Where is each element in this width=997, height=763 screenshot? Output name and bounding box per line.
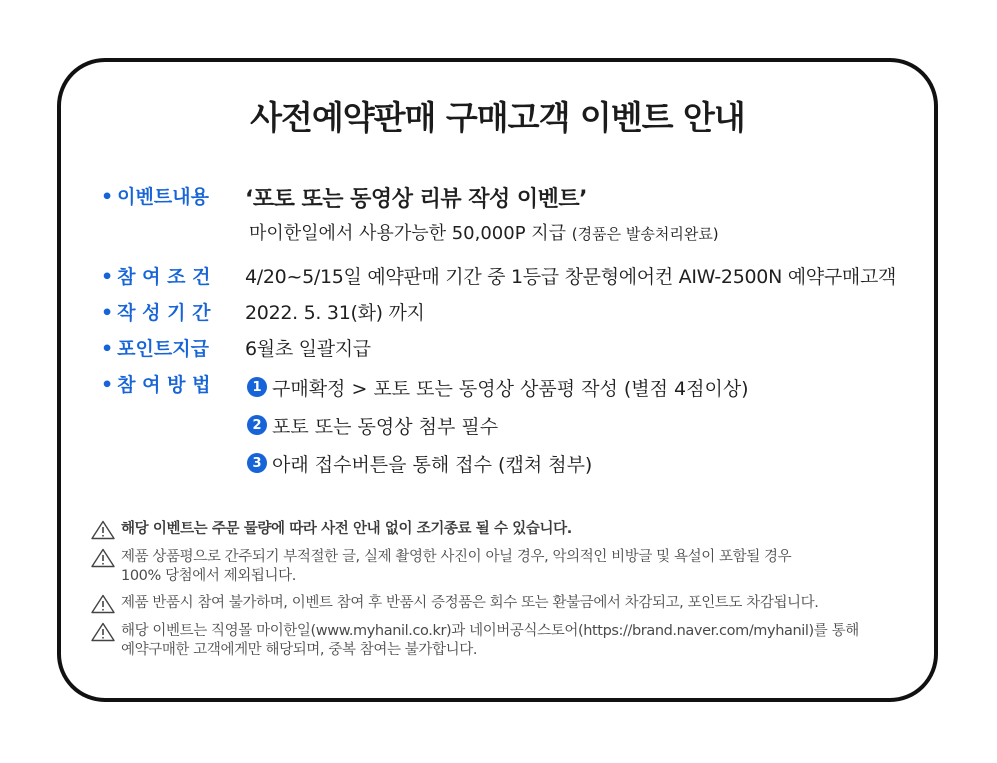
event-content-label-text: 이벤트내용 — [117, 186, 209, 208]
event-notice-card — [57, 58, 938, 702]
warning-triangle-icon — [91, 594, 115, 614]
warning-triangle-icon — [91, 520, 115, 540]
condition-label-text: 참 여 조 건 — [117, 266, 211, 288]
step-number-icon: 3 — [247, 453, 267, 473]
bullet-dot: • — [101, 374, 114, 396]
warning-triangle-icon — [91, 548, 115, 568]
event-subline — [249, 219, 719, 245]
notice-line: 100% 당첨에서 제외됩니다. — [121, 568, 296, 584]
bullet-dot: • — [101, 266, 114, 288]
event-content-label — [101, 182, 245, 209]
method-row — [101, 368, 749, 482]
method-steps — [245, 368, 749, 482]
method-step — [245, 444, 749, 482]
step-number-icon: 1 — [247, 377, 267, 397]
step-number-icon: 2 — [247, 415, 267, 435]
points-value: 6월초 일괄지급 — [245, 338, 371, 360]
notice-text — [121, 548, 791, 586]
period-label-text: 작 성 기 간 — [117, 302, 211, 324]
period-label — [101, 298, 245, 325]
notice-line: 제품 상품평으로 간주되기 부적절한 글, 실제 촬영한 사진이 아닐 경우, 악의적인 비방글 및 욕설이 포함될 경우 — [121, 549, 792, 565]
bullet-dot: • — [101, 302, 114, 324]
notice-text — [121, 594, 818, 613]
condition-label — [101, 262, 245, 289]
condition-value: 4/20~5/15일 예약판매 기간 중 1등급 창문형에어컨 AIW-2500N 예약구매고객 — [245, 266, 897, 288]
bullet-dot: • — [101, 186, 114, 208]
event-headline: ‘포토 또는 동영상 리뷰 작성 이벤트’ — [245, 187, 588, 212]
notice-line: 해당 이벤트는 주문 물량에 따라 사전 안내 없이 조기종료 될 수 있습니다. — [121, 521, 572, 537]
method-step-text: 아래 접수버튼을 통해 접수 (캡쳐 첨부) — [272, 453, 593, 476]
notice-item — [91, 548, 921, 586]
method-step — [245, 368, 749, 406]
points-row — [101, 334, 371, 361]
notice-item — [91, 622, 921, 660]
method-step — [245, 406, 749, 444]
points-label — [101, 334, 245, 361]
notice-line: 제품 반품시 참여 불가하며, 이벤트 참여 후 반품시 증정품은 회수 또는 환불금에서 차감되고, 포인트도 차감됩니다. — [121, 595, 819, 611]
notice-line: 예약구매한 고객에게만 해당되며, 중복 참여는 불가합니다. — [121, 642, 478, 658]
period-row — [101, 298, 425, 325]
condition-row — [101, 262, 896, 289]
notice-line: 해당 이벤트는 직영몰 마이한일(www.myhanil.co.kr)과 네이버공식스토어(https://brand.naver.com/myhanil)를 통해 — [121, 623, 859, 639]
method-label — [101, 368, 245, 397]
event-content-row — [101, 182, 719, 245]
period-value: 2022. 5. 31(화) 까지 — [245, 302, 425, 324]
method-step-text: 구매확정 > 포토 또는 동영상 상품평 작성 (별점 4점이상) — [272, 377, 749, 400]
notice-text — [121, 520, 572, 539]
page-title: 사전예약판매 구매고객 이벤트 안내 — [250, 98, 745, 137]
warning-triangle-icon — [91, 622, 115, 642]
notice-text — [121, 622, 859, 660]
notice-item — [91, 520, 921, 540]
method-step-text: 포토 또는 동영상 첨부 필수 — [272, 415, 499, 438]
notice-item — [91, 594, 921, 614]
points-label-text: 포인트지급 — [117, 338, 209, 360]
notice-list — [91, 520, 921, 668]
bullet-dot: • — [101, 338, 114, 360]
event-content-body — [245, 182, 719, 245]
event-sub-note: (경품은 발송처리완료) — [571, 225, 719, 243]
method-label-text: 참 여 방 법 — [117, 374, 211, 396]
event-sub-main: 마이한일에서 사용가능한 50,000P 지급 — [249, 223, 567, 244]
